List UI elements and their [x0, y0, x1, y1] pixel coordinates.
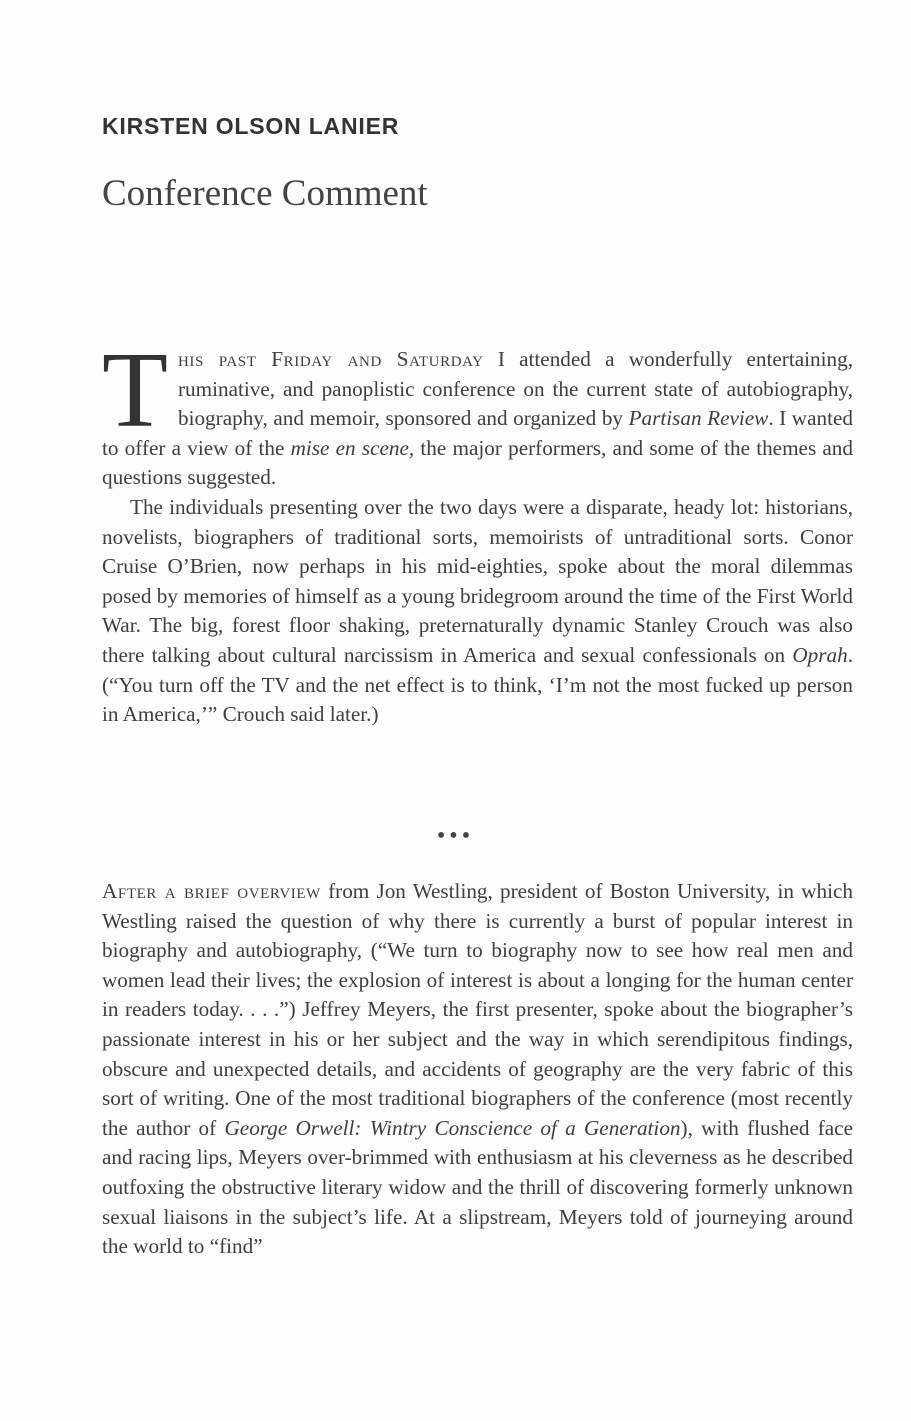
paragraph-2: The individuals presenting over the two days were a disparate, heady lot: historians, novelists, biographers of traditional sorts, memoirists of untraditional sorts. Conor Cruise O’Brien, now perhaps in his mid-eighties, spoke about the moral dilemmas posed by memories of himself as a young bridegroom around the time of the First World War. The big, forest floor shaking, preternaturally dynamic Stanley Crouch was also there talking about cultural narcissism in America and sexual confessionals on Oprah. (“You turn off the TV and the net effect is to think, ‘I’m not the most fucked up person in America,’” Crouch said later.)	[102, 494, 853, 727]
section-separator: •••	[436, 823, 475, 849]
lead-in-2: After a brief overview	[102, 879, 321, 903]
article-title: Conference Comment	[102, 173, 428, 214]
article-body-bottom	[102, 877, 853, 1262]
drop-cap: T	[102, 331, 168, 450]
lead-in: his past Friday and Saturday	[177, 347, 484, 371]
article-body-top	[102, 331, 853, 730]
paragraph-3: After a brief overview from Jon Westling, president of Boston University, in which Westling raised the question of why there is currently a burst of popular interest in biography and autobiography, (“We turn to biography now to see how real men and women lead their lives; the explosion of interest is about a longing for the human center in readers today. . . .”) Jeffrey Meyers, the first presenter, spoke about the biographer’s passionate interest in his or her subject and the way in which serendipitous findings, obscure and unexpected details, and accidents of geography are the very fabric of this sort of writing. One of the most traditional biographers of the conference (most recently the author of George Orwell: Wintry Conscience of a Generation), with flushed face and racing lips, Meyers over-brimmed with enthusiasm at his cleverness as he described outfoxing the obstructive literary widow and the thrill of discovering formerly unknown sexual liaisons in the subject’s life. At a slipstream, Meyers told of journeying around the world to “find”	[102, 879, 853, 1259]
author-name: KIRSTEN OLSON LANIER	[102, 113, 400, 139]
paragraph-1: This past Friday and Saturday I attended a wonderfully entertaining, ruminative, and panoplistic conference on the current state of autobiography, biography, and memoir, sponsored and organized by Partisan Review. I wanted to offer a view of the mise en scene, the major performers, and some of the themes and questions suggested.	[102, 331, 853, 490]
